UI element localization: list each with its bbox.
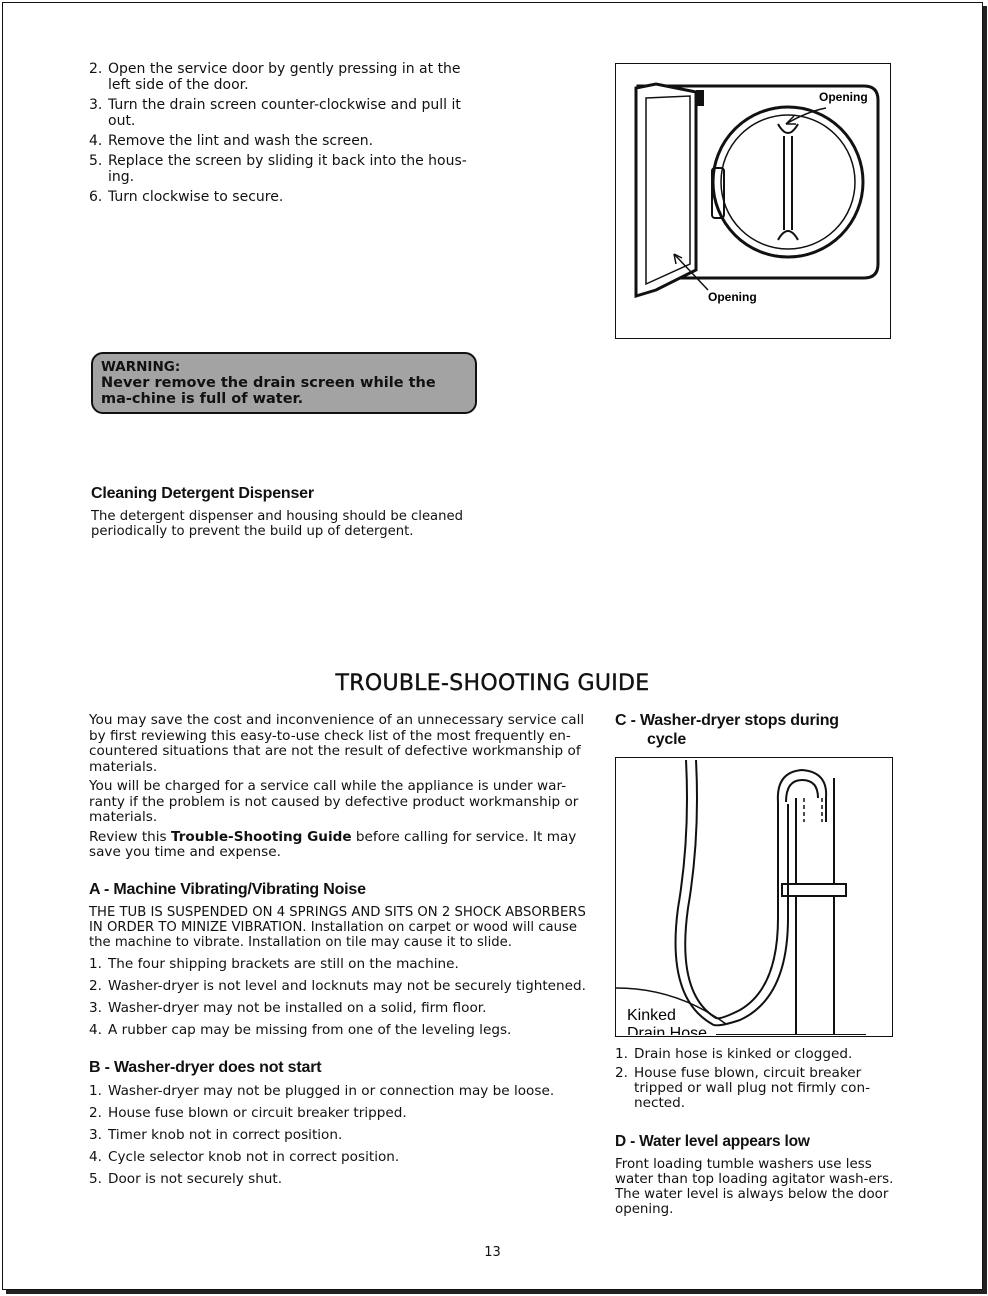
list-item: 4. Cycle selector knob not in correct position. [89,1149,400,1165]
hose-label-kinked: Kinked [627,1007,676,1024]
section-a-list [89,956,601,1038]
list-item: 2. Washer-dryer is not level and locknuts may not be securely tightened. [89,978,586,994]
list-item: 4. Remove the lint and wash the screen. [89,133,374,149]
warning-text: Never remove the drain screen while the ma-chine is full of water. [101,375,436,407]
intro-paragraph-3: Review this Trouble-Shooting Guide before calling for service. It may save you time and expense. [89,828,577,860]
section-b-heading: B - Washer-dryer does not start [89,1059,322,1076]
list-item: 5. Replace the screen by sliding it back into the hous-ing. [89,153,467,185]
section-c-heading: C - Washer-dryer stops during cycle [615,712,839,748]
list-item: 3. Timer knob not in correct position. [89,1127,343,1143]
list-item: 3. Washer-dryer may not be installed on a solid, firm floor. [89,1000,487,1016]
list-item: 1. Washer-dryer may not be plugged in or connection may be loose. [89,1083,555,1099]
section-a-text: THE TUB IS SUSPENDED ON 4 SPRINGS AND SITS ON 2 SHOCK ABSORBERS IN ORDER TO MINIZE VIBRATION. Installation on carpet or wood will cause the machine to vibrate. Installation on tile may cause it to slide. [89,905,586,950]
list-item: 2. Open the service door by gently pressing in at the left side of the door. [89,61,461,93]
section-b-list [89,1083,601,1187]
hose-label-drain: Drain Hose [627,1025,708,1035]
door-label-bottom: Opening [708,290,757,304]
service-door-figure [615,63,891,339]
detergent-heading: Cleaning Detergent Dispenser [91,485,314,502]
list-item: 1. Drain hose is kinked or clogged. [615,1046,853,1062]
section-a [89,881,601,1044]
drain-hose-figure [615,757,893,1037]
intro-section [89,713,601,861]
detergent-text: The detergent dispenser and housing should be cleaned periodically to prevent the build up of detergent. [91,509,463,539]
section-c-heading-block [615,711,895,749]
detergent-section [91,485,487,539]
list-item: 5. Door is not securely shut. [89,1171,283,1187]
section-c-list [615,1047,895,1115]
list-item: 2. House fuse blown, circuit breaker tripped or wall plug not firmly con-nected. [615,1065,870,1111]
intro-paragraph-1: You may save the cost and inconvenience of an unnecessary service call by first reviewing this easy-to-use check list of the most frequently en-countered situations that are not the result of defective workmanship of materials. [89,712,585,775]
page-frame [2,2,983,1290]
drain-hose-illustration [616,758,891,1035]
intro-paragraph-2: You will be charged for a service call while the appliance is under war-ranty if the problem is not caused by defective product workmanship or materials. [89,778,579,825]
page-title: TROUBLE-SHOOTING GUIDE [335,671,650,696]
warning-title: WARNING: [101,359,181,375]
section-b [89,1059,601,1193]
section-d [615,1133,895,1217]
warning-box [91,352,477,414]
list-item: 2. House fuse blown or circuit breaker tripped. [89,1105,407,1121]
page-number: 13 [484,1245,501,1260]
list-item: 4. A rubber cap may be missing from one of the leveling legs. [89,1022,512,1038]
section-d-text: Front loading tumble washers use less water than top loading agitator wash-ers. The water level is always below the door opening. [615,1157,894,1217]
guide-name-bold: Trouble-Shooting Guide [170,828,352,845]
section-d-heading: D - Water level appears low [615,1133,810,1150]
drain-steps-list [89,61,481,209]
list-item: 1. The four shipping brackets are still on the machine. [89,956,459,972]
service-door-illustration [616,64,889,337]
list-item: 3. Turn the drain screen counter-clockwise and pull it out. [89,97,461,129]
door-label-top: Opening [819,90,868,104]
section-a-heading: A - Machine Vibrating/Vibrating Noise [89,881,366,898]
list-item: 6. Turn clockwise to secure. [89,189,284,205]
